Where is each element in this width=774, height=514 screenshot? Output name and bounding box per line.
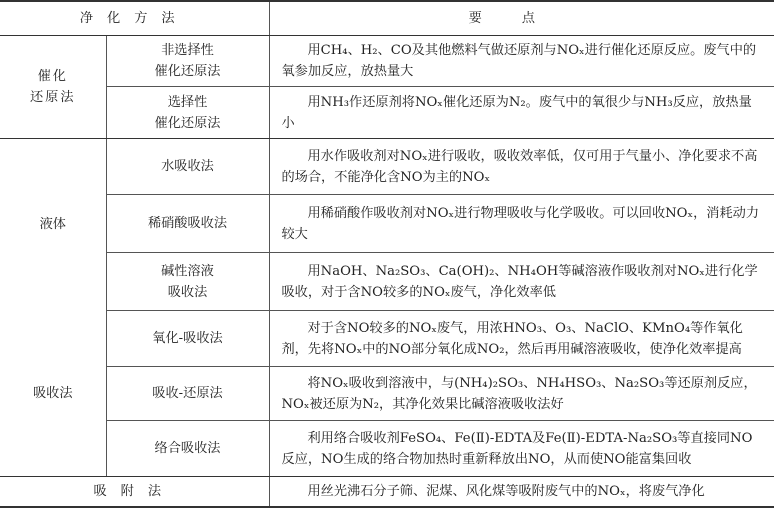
- method-name: 水吸收法: [106, 139, 269, 195]
- header-points: 要点: [269, 1, 774, 36]
- method-desc: 用稀硝酸作吸收剂对NOₓ进行物理吸收与化学吸收。可以回收NOₓ，消耗动力较大: [269, 195, 774, 253]
- table-row: [0, 253, 774, 311]
- group-liquid: 液体: [0, 139, 106, 311]
- group-absorption: 吸收法: [0, 311, 106, 477]
- method-name: 络合吸收法: [106, 421, 269, 477]
- method-desc: 用水作吸收剂对NOₓ进行吸收，吸收效率低，仅可用于气量小、净化要求不高的场合，不能净化含NO为主的NOₓ: [269, 139, 774, 195]
- method-name: 碱性溶液 吸收法: [106, 253, 269, 311]
- table-row: [0, 139, 774, 195]
- group-catalytic-reduction: 催化 还原法: [0, 36, 106, 139]
- table-row: [0, 477, 774, 507]
- method-desc: 用丝光沸石分子筛、泥煤、风化煤等吸附废气中的NOₓ，将废气净化: [269, 477, 774, 507]
- table-row: [0, 311, 774, 367]
- table-row: [0, 87, 774, 139]
- method-name: 氧化-吸收法: [106, 311, 269, 367]
- header-method: 净化方法: [0, 1, 269, 36]
- table-row: [0, 195, 774, 253]
- table-row: [0, 421, 774, 477]
- method-name-adsorption: 吸附法: [0, 477, 269, 507]
- method-desc: 用NH₃作还原剂将NOₓ催化还原为N₂。废气中的氧很少与NH₃反应，放热量小: [269, 87, 774, 139]
- method-desc: 对于含NO较多的NOₓ废气，用浓HNO₃、O₃、NaClO、KMnO₄等作氧化剂，先将NOₓ中的NO部分氧化成NO₂，然后再用碱溶液吸收，使净化效率提高: [269, 311, 774, 367]
- method-desc: 用CH₄、H₂、CO及其他燃料气做还原剂与NOₓ进行催化还原反应。废气中的氧参加反应，放热量大: [269, 36, 774, 87]
- header-row: [0, 1, 774, 36]
- method-name: 稀硝酸吸收法: [106, 195, 269, 253]
- method-name: 选择性 催化还原法: [106, 87, 269, 139]
- table-row: [0, 367, 774, 421]
- method-desc: 利用络合吸收剂FeSO₄、Fe(Ⅱ)-EDTA及Fe(Ⅱ)-EDTA-Na₂SO₃等直接同NO反应，NO生成的络合物加热时重新释放出NO，从而使NO能富集回收: [269, 421, 774, 477]
- method-name: 吸收-还原法: [106, 367, 269, 421]
- table-row: [0, 36, 774, 87]
- method-desc: 用NaOH、Na₂SO₃、Ca(OH)₂、NH₄OH等碱溶液作吸收剂对NOₓ进行化学吸收，对于含NO较多的NOₓ废气，净化效率低: [269, 253, 774, 311]
- method-desc: 将NOₓ吸收到溶液中，与(NH₄)₂SO₃、NH₄HSO₃、Na₂SO₃等还原剂反应，NOₓ被还原为N₂，其净化效果比碱溶液吸收法好: [269, 367, 774, 421]
- method-name: 非选择性 催化还原法: [106, 36, 269, 87]
